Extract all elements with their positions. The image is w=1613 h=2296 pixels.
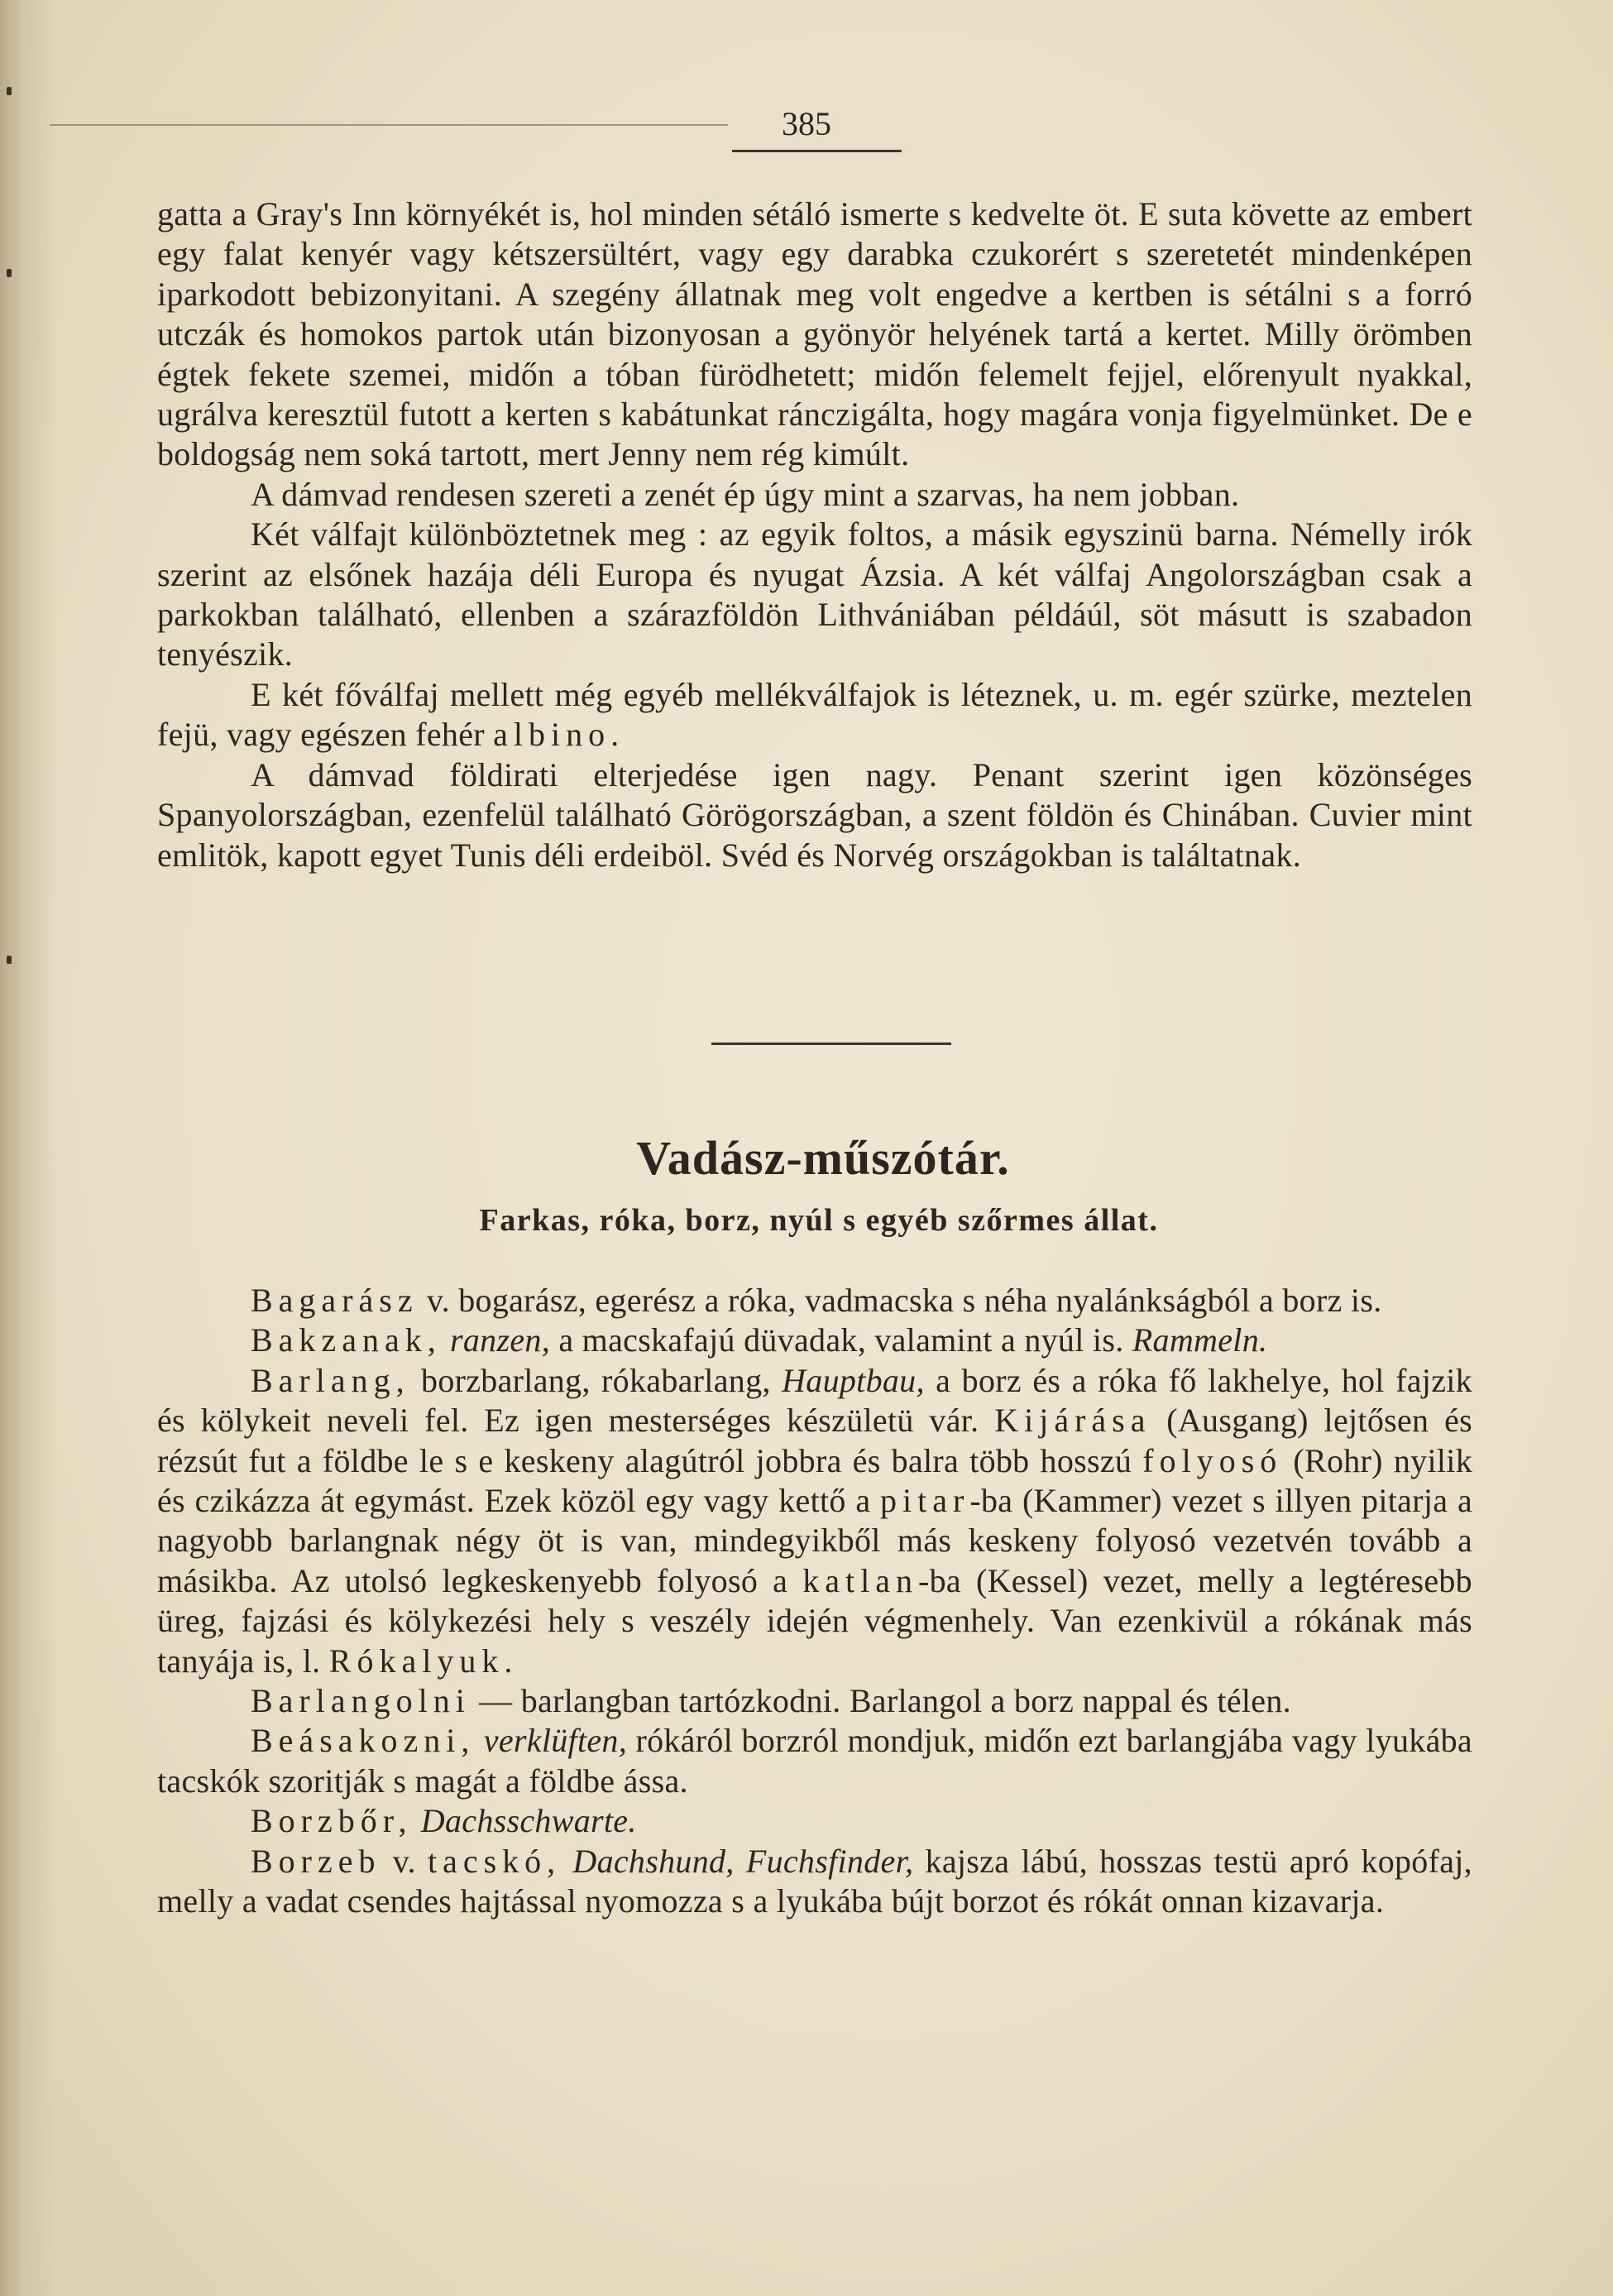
entry-text: rókáról borzról mondjuk, midőn ezt barlangjába vagy lyukába tacskók szoritják s magát a földbe ássa.	[157, 1722, 1472, 1800]
german-term: ranzen,	[450, 1321, 551, 1359]
entry-term: Bagarász	[251, 1282, 419, 1319]
paragraph-music: A dámvad rendesen szereti a zenét ép úgy mint a szarvas, ha nem jobban.	[251, 475, 1240, 513]
page-number: 385	[782, 105, 831, 142]
entry-barlang	[157, 1361, 1472, 1681]
entry-term: Barlangolni	[251, 1682, 471, 1720]
german-term: Hauptbau,	[782, 1361, 925, 1399]
subvarieties-text: E két főválfaj mellett még egyéb mellékválfajok is léteznek, u. m. egér szürke, meztelen fejü, vagy egészen fehér	[157, 675, 1472, 754]
binding-gutter-shadow	[0, 0, 58, 2296]
entry-term: Barlang,	[251, 1361, 410, 1399]
paragraph-subvarieties	[157, 675, 1472, 755]
spaced-term: Rókalyuk.	[328, 1642, 519, 1680]
entry-bagarasz	[157, 1281, 1472, 1321]
entry-text: -ba (Kammer) vezet s illyen pitarja a nagyobb barlangnak négy öt is van, mindegyikből más keskeny folyosó vezetvén tovább a másikba. Az utolsó legkeskenyebb folyosó a	[157, 1482, 1473, 1599]
paragraph-varieties: Két válfajt különböztetnek meg : az egyik foltos, a másik egyszinü barna. Némelly irók szerint az elsőnek hazája déli Europa és nyugat Ázsia. A két válfaj Angolországban csak a parkokban található, ellenben a szárazföldön Lithvániában példáúl, söt másutt is szabadon tenyészik.	[157, 515, 1472, 673]
entry-text: (Rohr) nyilik és czikázza át egymást. Ezek közöl egy vagy kettő a	[157, 1441, 1472, 1520]
page-number-underline	[732, 150, 902, 152]
margin-speck	[7, 269, 12, 277]
german-term: Dachshund,	[572, 1842, 735, 1880]
entry-term: Borzeb	[251, 1842, 381, 1880]
paragraph-distribution: A dámvad földirati elterjedése igen nagy. Penant szerint igen közönséges Spanyolországban, ezenfelül található Görögországban, a szent földön és Chinában. Cuvier mint emlitök, kapott egyet Tunis déli erdeiböl. Svéd és Norvég országokban is találtatnak.	[157, 755, 1472, 874]
section-title: Vadász-műszótár.	[636, 1131, 1010, 1185]
spaced-term: folyosó	[1142, 1441, 1283, 1479]
entry-barlangolni	[157, 1681, 1472, 1721]
entry-term: Bakzanak,	[251, 1321, 442, 1359]
albino-term: albino	[493, 716, 611, 754]
german-term: Fuchsfinder,	[745, 1842, 914, 1880]
subvarieties-end: .	[610, 716, 620, 754]
entry-beasakozni	[157, 1721, 1472, 1801]
entry-borzbor	[157, 1801, 1472, 1841]
german-term: verklüften,	[483, 1722, 628, 1760]
spaced-term: katlan	[802, 1561, 918, 1599]
section-divider	[711, 1043, 951, 1045]
entry-text: — barlangban tartózkodni. Barlangol a borz nappal és télen.	[470, 1682, 1291, 1720]
entry-text: -ba (Kessel) vezet, melly a legtéresebb üreg, fajzási és kölykezési hely s veszély idején végmenhely. Van ezenkivül a rókának más tanyája is, l.	[157, 1561, 1472, 1680]
entry-text: borzbarlang, rókabarlang,	[409, 1361, 783, 1399]
section-subtitle: Farkas, róka, borz, nyúl s egyéb szőrmes állat.	[479, 1203, 1159, 1238]
entry-text: (Ausgang) lejtősen és rézsút fut a földbe le s e keskeny alagútról jobbra és balra több hosszú	[157, 1402, 1472, 1479]
spaced-term: pitar	[880, 1482, 970, 1520]
margin-speck	[7, 87, 12, 95]
entry-term: Borzbőr,	[251, 1802, 413, 1840]
spaced-term: tacskó,	[427, 1842, 562, 1880]
entry-borzeb	[157, 1842, 1472, 1922]
entry-term: Beásakozni,	[251, 1722, 476, 1760]
dictionary-entries	[157, 1281, 1472, 1922]
margin-speck	[7, 956, 12, 964]
header-rule	[50, 124, 728, 126]
upper-text-block	[157, 194, 1472, 875]
paragraph-jenny: gatta a Gray's Inn környékét is, hol minden sétáló ismerte s kedvelte öt. E suta követte az embert egy falat kenyér vagy kétszersültért, vagy egy darabka czukorért s szeretetét mindenképen iparkodott bebizonyitani. A szegény állatnak meg volt engedve a kertben is sétálni s a forró utczák és homokos partok után bizonyosan a gyönyör helyének tartá a kertet. Milly örömben égtek fekete szemei, midőn a tóban fürödhetett; midőn felemelt fejjel, előrenyult nyakkal, ugrálva keresztül futott a kerten s kabátunkat ránczigálta, hogy magára vonja figyelmünket. De e boldogság nem soká tartott, mert Jenny nem rég kimúlt.	[157, 195, 1472, 473]
entry-text: v.	[381, 1842, 428, 1880]
entry-bakzanak	[157, 1321, 1472, 1360]
spaced-term: Kijárása	[994, 1402, 1151, 1440]
entry-text: a borz és a róka fő lakhelye, hol fajzik és kölykeit neveli fel. Ez igen mesterséges készületü vár.	[157, 1361, 1472, 1440]
entry-text: kajsza lábú, hosszas testü apró kopófaj, melly a vadat csendes hajtással nyomozza s a lyukába bújt borzot és rókát onnan kizavarja.	[157, 1842, 1472, 1920]
entry-text: a macskafajú düvadak, valamint a nyúl is.	[550, 1321, 1132, 1359]
entry-text: v. bogarász, egerész a róka, vadmacska s néha nyalánkságból a borz is.	[418, 1282, 1382, 1319]
german-term: Dachsschwarte.	[420, 1802, 637, 1840]
german-term: Rammeln.	[1132, 1321, 1268, 1359]
